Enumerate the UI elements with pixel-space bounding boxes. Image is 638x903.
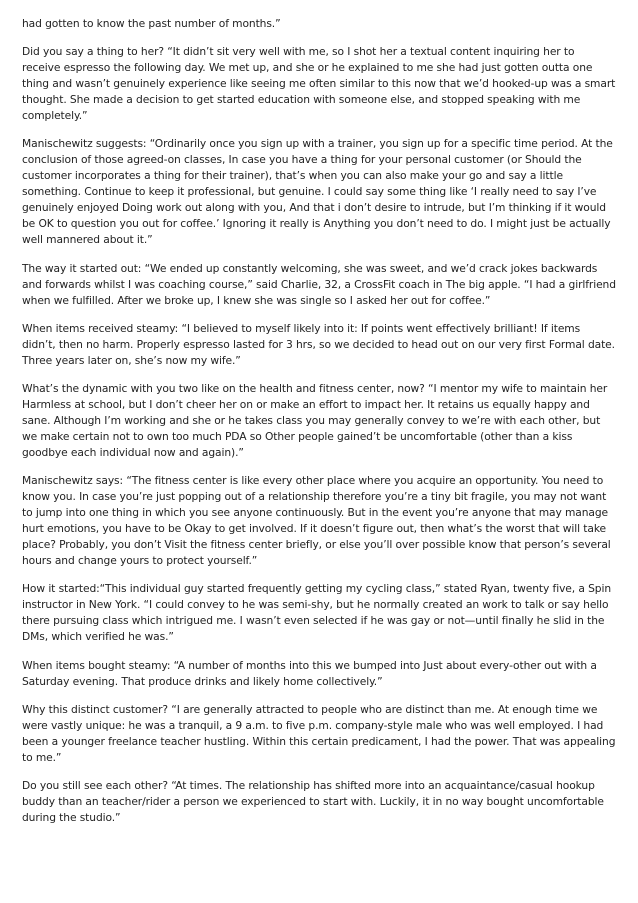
- paragraph: The way it started out: “We ended up constantly welcoming, she was sweet, and we’d crack jokes backwards and forwards whilst I was coaching course,” said Charlie, 32, a CrossFit coach in The big apple. “I had a girlfriend when we fulfilled. After we broke up, I knew she was single so I asked her out for coffee.”: [22, 261, 616, 307]
- paragraph: When items bought steamy: “A number of months into this we bumped into Just about every-other out with a Saturday evening. That produce drinks and likely home collectively.”: [22, 658, 597, 688]
- paragraph: had gotten to know the past number of months.”: [22, 17, 281, 30]
- paragraph: Manischewitz says: “The fitness center is like every other place where you acquire an opportunity. You need to know you. In case you’re just popping out of a relationship therefore you’re a tiny bit fragile, you may not want to jump into one thing in which you see anyone continuously. But in the event you’re anyone that may manage hurt emotions, you have to be Okay to get involved. If it doesn’t figure out, then what’s the worst that will take place? Probably, you don’t Visit the fitness center briefly, or else you’ll over possible know that person’s several hours and change yours to protect yourself.”: [22, 474, 611, 568]
- document-page: [22, 16, 616, 838]
- paragraph: What’s the dynamic with you two like on the health and fitness center, now? “I mentor my wife to maintain her Harmless at school, but I don’t cheer her on or make an effort to impact her. It retains us equally happy and sane. Although I’m working and she or he takes class you may generally convey to we’re with each other, but we make certain not to own too much PDA so Other people gained’t be uncomfortable (other than a kiss goodbye each individual now and again).”: [22, 381, 608, 459]
- paragraph: How it started:“This individual guy started frequently getting my cycling class,” stated Ryan, twenty five, a Spin instructor in New York. “I could convey to he was semi-shy, but he normally created an work to talk or say hello there pursuing class which intrigued me. I wasn’t even selected if he was gay or not—until finally he slid in the DMs, which verified he was.”: [22, 582, 612, 644]
- paragraph: Do you still see each other? “At times. The relationship has shifted more into an acquaintance/casual hookup buddy than an teacher/rider a person we experienced to start with. Luckily, it in no way bought uncomfortable during the studio.”: [22, 778, 604, 824]
- paragraph: Manischewitz suggests: “Ordinarily once you sign up with a trainer, you sign up for a specific time period. At the conclusion of those agreed-on classes, In case you have a thing for your personal customer (or Should the customer incorporates a thing for their trainer), that’s when you can also make your go and say a little something. Continue to keep it professional, but genuine. I could say some thing like ‘I really need to say I’ve genuinely enjoyed Doing work out along with you, And that i don’t desire to intrude, but I’m thinking if it would be OK to question you out for coffee.’ Ignoring it really is Anything you don’t need to do. I might just be actually well mannered about it.”: [22, 137, 613, 247]
- paragraph: Did you say a thing to her? “It didn’t sit very well with me, so I shot her a textual content inquiring her to receive espresso the following day. We met up, and she or he explained to me she had just gotten outta one thing and wasn’t genuinely experience like seeing me often similar to this now that we’d hooked-up was a smart thought. She made a decision to get started education with someone else, and stopped speaking with me completely.”: [22, 45, 616, 123]
- paragraph: Why this distinct customer? “I are generally attracted to people who are distinct than me. At enough time we were vastly unique: he was a tranquil, a 9 a.m. to five p.m. company-style male who was well employed. I had been a younger freelance teacher hustling. Within this certain predicament, I had the power. That was appealing to me.”: [22, 702, 616, 764]
- paragraph: When items received steamy: “I believed to myself likely into it: If points went effectively brilliant! If items didn’t, then no harm. Properly espresso lasted for 3 hrs, so we decided to head out on our very first Formal date. Three years later on, she’s now my wife.”: [22, 321, 615, 367]
